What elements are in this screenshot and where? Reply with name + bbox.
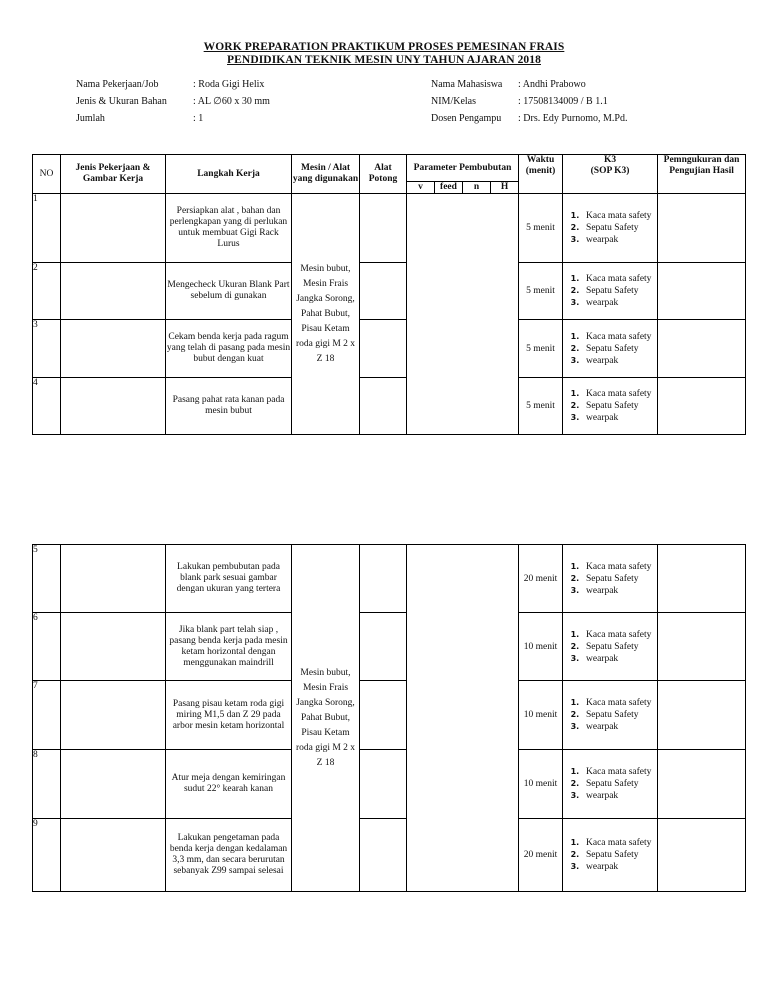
header-waktu: Waktu (menit)	[519, 155, 563, 194]
job-value: : Roda Gigi Helix	[193, 79, 265, 90]
jenis-cell	[61, 194, 166, 263]
langkah-cell: Mengecheck Ukuran Blank Part sebelum di gunakan	[166, 263, 292, 320]
langkah-cell: Jika blank part telah siap , pasang benda kerja pada mesin ketam horizontal dengan menggunakan maindrill	[166, 613, 292, 681]
k3-cell	[563, 819, 658, 892]
jumlah-value: : 1	[193, 113, 204, 124]
title-line-1: WORK PREPARATION PRAKTIKUM PROSES PEMESINAN FRAIS	[203, 41, 565, 53]
jenis-cell	[61, 320, 166, 378]
k3-list	[563, 766, 657, 802]
k3-cell	[563, 378, 658, 435]
k3-item: 3. wearpak	[582, 721, 657, 733]
k3-item: 3. wearpak	[582, 297, 657, 309]
nim-value: : 17508134009 / B 1.1	[518, 96, 608, 107]
waktu-cell: 5 menit	[519, 263, 563, 320]
k3-list	[563, 629, 657, 665]
jenis-cell	[61, 819, 166, 892]
row-number: 2	[33, 263, 61, 320]
k3-list	[563, 273, 657, 309]
k3-cell	[563, 750, 658, 819]
k3-item: 1. Kaca mata safety	[582, 388, 657, 400]
mahasiswa-label: Nama Mahasiswa	[431, 79, 503, 90]
pengukuran-cell	[658, 819, 746, 892]
langkah-cell: Atur meja dengan kemiringan sudut 22° kearah kanan	[166, 750, 292, 819]
header-jenis: Jenis Pekerjaan & Gambar Kerja	[61, 155, 166, 194]
langkah-cell: Lakukan pembubutan pada blank park sesuai gambar dengan ukuran yang tertera	[166, 545, 292, 613]
row-number: 4	[33, 378, 61, 435]
pengukuran-cell	[658, 378, 746, 435]
mesin-cell: Mesin bubut, Mesin Frais Jangka Sorong, Pahat Bubut, Pisau Ketam roda gigi M 2 x Z 18	[292, 194, 360, 435]
bahan-value: : AL ∅60 x 30 mm	[193, 96, 270, 107]
k3-item: 3. wearpak	[582, 585, 657, 597]
jenis-cell	[61, 545, 166, 613]
k3-item: 3. wearpak	[582, 355, 657, 367]
header-feed: feed	[435, 182, 463, 194]
header-langkah: Langkah Kerja	[166, 155, 292, 194]
k3-cell	[563, 194, 658, 263]
pengukuran-cell	[658, 320, 746, 378]
pengukuran-cell	[658, 681, 746, 750]
header-n: n	[463, 182, 491, 194]
k3-item: 3. wearpak	[582, 653, 657, 665]
waktu-cell: 5 menit	[519, 194, 563, 263]
row-number: 6	[33, 613, 61, 681]
pengukuran-cell	[658, 194, 746, 263]
bahan-label: Jenis & Ukuran Bahan	[76, 96, 167, 107]
header-v: v	[407, 182, 435, 194]
table-row	[33, 613, 746, 681]
table-row	[33, 819, 746, 892]
title-line-2: PENDIDIKAN TEKNIK MESIN UNY TAHUN AJARAN 2018	[227, 54, 541, 66]
k3-item: 2. Sepatu Safety	[582, 709, 657, 721]
langkah-cell: Pasang pahat rata kanan pada mesin bubut	[166, 378, 292, 435]
header-pengukuran: Pemngukuran dan Pengujian Hasil	[658, 155, 746, 194]
table-row	[33, 545, 746, 613]
waktu-cell: 20 menit	[519, 819, 563, 892]
header-alat: Alat Potong	[360, 155, 407, 194]
k3-list	[563, 561, 657, 597]
langkah-cell: Persiapkan alat , bahan dan perlengkapan yang di perlukan untuk membuat Gigi Rack Lurus	[166, 194, 292, 263]
langkah-cell: Cekam benda kerja pada ragum yang telah di pasang pada mesin bubut dengan kuat	[166, 320, 292, 378]
jenis-cell	[61, 750, 166, 819]
row-number: 9	[33, 819, 61, 892]
k3-cell	[563, 545, 658, 613]
alat-cell	[360, 263, 407, 320]
k3-item: 3. wearpak	[582, 861, 657, 873]
k3-item: 1. Kaca mata safety	[582, 766, 657, 778]
row-number: 7	[33, 681, 61, 750]
k3-item: 1. Kaca mata safety	[582, 210, 657, 222]
table-row	[33, 263, 746, 320]
alat-cell	[360, 320, 407, 378]
k3-item: 2. Sepatu Safety	[582, 222, 657, 234]
alat-cell	[360, 194, 407, 263]
k3-list	[563, 331, 657, 367]
nim-label: NIM/Kelas	[431, 96, 476, 107]
k3-item: 2. Sepatu Safety	[582, 343, 657, 355]
k3-item: 2. Sepatu Safety	[582, 778, 657, 790]
table-row	[33, 378, 746, 435]
mahasiswa-value: : Andhi Prabowo	[518, 79, 586, 90]
alat-cell	[360, 545, 407, 613]
k3-list	[563, 697, 657, 733]
row-number: 1	[33, 194, 61, 263]
waktu-cell: 10 menit	[519, 750, 563, 819]
header-h: H	[491, 182, 519, 194]
k3-item: 3. wearpak	[582, 234, 657, 246]
jenis-cell	[61, 613, 166, 681]
table-row	[33, 194, 746, 263]
k3-list	[563, 388, 657, 424]
alat-cell	[360, 378, 407, 435]
alat-cell	[360, 750, 407, 819]
k3-cell	[563, 263, 658, 320]
work-table-1	[32, 154, 746, 435]
row-number: 8	[33, 750, 61, 819]
k3-list	[563, 210, 657, 246]
table-row	[33, 681, 746, 750]
waktu-cell: 20 menit	[519, 545, 563, 613]
jenis-cell	[61, 378, 166, 435]
k3-item: 2. Sepatu Safety	[582, 849, 657, 861]
header-k3-line1: K3	[603, 155, 617, 165]
k3-item: 1. Kaca mata safety	[582, 629, 657, 641]
mesin-cell: Mesin bubut, Mesin Frais Jangka Sorong, Pahat Bubut, Pisau Ketam roda gigi M 2 x Z 18	[292, 545, 360, 892]
parameter-cell	[407, 194, 519, 435]
pengukuran-cell	[658, 613, 746, 681]
k3-list	[563, 837, 657, 873]
waktu-cell: 10 menit	[519, 613, 563, 681]
table-row	[33, 320, 746, 378]
pengukuran-cell	[658, 545, 746, 613]
dosen-value: : Drs. Edy Purnomo, M.Pd.	[518, 113, 628, 124]
langkah-cell: Pasang pisau ketam roda gigi miring M1,5 dan Z 29 pada arbor mesin ketam horizontal	[166, 681, 292, 750]
pengukuran-cell	[658, 750, 746, 819]
k3-item: 2. Sepatu Safety	[582, 573, 657, 585]
row-number: 3	[33, 320, 61, 378]
jumlah-label: Jumlah	[76, 113, 105, 124]
job-label: Nama Pekerjaan/Job	[76, 79, 159, 90]
row-number: 5	[33, 545, 61, 613]
table-row	[33, 750, 746, 819]
work-table-2	[32, 544, 746, 892]
waktu-cell: 5 menit	[519, 320, 563, 378]
alat-cell	[360, 613, 407, 681]
alat-cell	[360, 681, 407, 750]
waktu-cell: 5 menit	[519, 378, 563, 435]
k3-cell	[563, 320, 658, 378]
header-parameter: Parameter Pembubutan	[407, 155, 519, 182]
k3-item: 2. Sepatu Safety	[582, 285, 657, 297]
parameter-cell	[407, 545, 519, 892]
k3-item: 3. wearpak	[582, 412, 657, 424]
k3-item: 1. Kaca mata safety	[582, 697, 657, 709]
k3-item: 1. Kaca mata safety	[582, 273, 657, 285]
k3-cell	[563, 681, 658, 750]
jenis-cell	[61, 681, 166, 750]
langkah-cell: Lakukan pengetaman pada benda kerja dengan kedalaman 3,3 mm, dan secara berurutan sebanyak Z99 sampai selesai	[166, 819, 292, 892]
header-no: NO	[33, 155, 61, 194]
header-mesin: Mesin / Alat yang digunakan	[292, 155, 360, 194]
dosen-label: Dosen Pengampu	[431, 113, 502, 124]
k3-cell	[563, 613, 658, 681]
k3-item: 2. Sepatu Safety	[582, 400, 657, 412]
k3-item: 1. Kaca mata safety	[582, 561, 657, 573]
alat-cell	[360, 819, 407, 892]
k3-item: 1. Kaca mata safety	[582, 837, 657, 849]
k3-item: 2. Sepatu Safety	[582, 641, 657, 653]
waktu-cell: 10 menit	[519, 681, 563, 750]
pengukuran-cell	[658, 263, 746, 320]
jenis-cell	[61, 263, 166, 320]
header-k3	[563, 155, 658, 194]
header-k3-line2: (SOP K3)	[590, 166, 630, 176]
k3-item: 3. wearpak	[582, 790, 657, 802]
k3-item: 1. Kaca mata safety	[582, 331, 657, 343]
